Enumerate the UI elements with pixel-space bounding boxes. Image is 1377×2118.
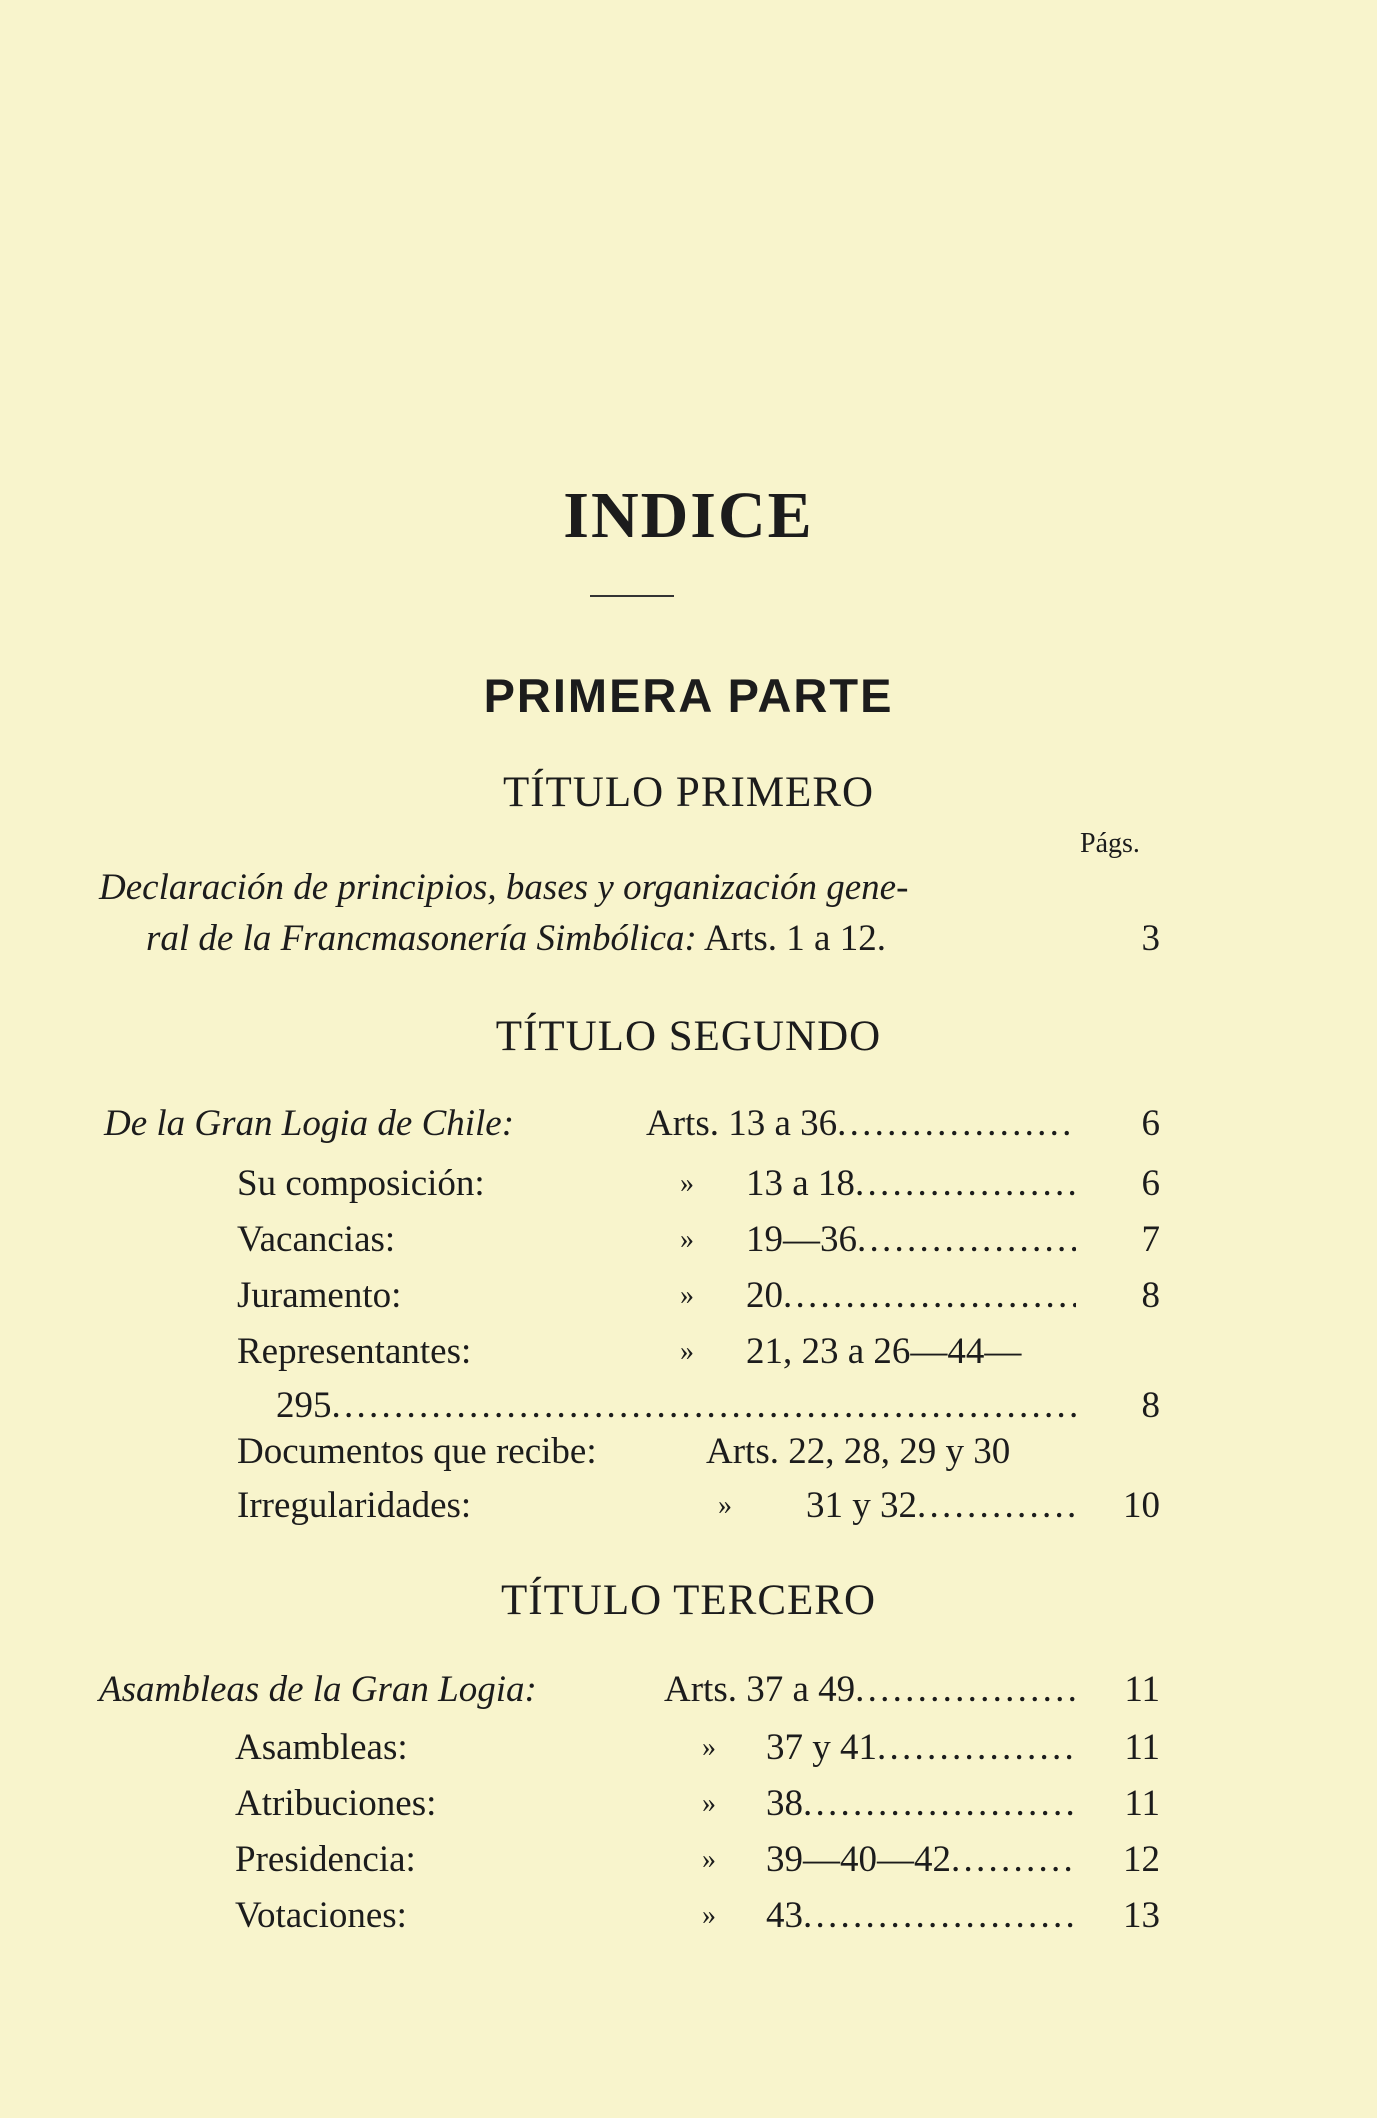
ditto-mark: »	[718, 1490, 732, 1521]
section3-lead-entry	[664, 1668, 1076, 1712]
ditto-mark: »	[680, 1224, 694, 1255]
article-ref: 37 y 41	[766, 1727, 877, 1768]
list-item-label: Asambleas:	[235, 1727, 408, 1768]
article-ref: 31 y 32	[806, 1485, 917, 1526]
list-item-ref	[766, 1782, 1076, 1826]
dot-leader	[951, 1838, 1076, 1882]
list-item-page: 8	[1141, 1385, 1160, 1426]
section2-lead-entry	[646, 1102, 1076, 1146]
list-item-page: 8	[1141, 1275, 1160, 1316]
title-divider	[590, 595, 674, 597]
list-item-label: Atribuciones:	[235, 1783, 437, 1824]
list-item-page: 11	[1124, 1783, 1160, 1824]
section2-lead-title: De la Gran Logia de Chile:	[104, 1103, 515, 1144]
list-item-page: 10	[1123, 1485, 1160, 1526]
list-item-page: 7	[1141, 1219, 1160, 1260]
pages-column-label: Págs.	[1080, 828, 1140, 859]
dot-leader	[917, 1484, 1076, 1528]
ditto-mark: »	[680, 1280, 694, 1311]
list-item-ref	[746, 1218, 1076, 1262]
section-heading-titulo-segundo: TÍTULO SEGUNDO	[495, 1013, 882, 1060]
part-heading: PRIMERA PARTE	[483, 669, 894, 722]
list-item-ref	[746, 1274, 1076, 1318]
article-ref: 43	[766, 1895, 803, 1936]
article-ref: 39—40—42	[766, 1839, 951, 1880]
list-item-page: 6	[1141, 1163, 1160, 1204]
dot-leader	[803, 1894, 1076, 1938]
list-item-label: Irregularidades:	[237, 1485, 472, 1526]
ditto-mark: »	[702, 1732, 716, 1763]
section1-page-number: 3	[1141, 918, 1160, 959]
dot-leader	[855, 1162, 1076, 1206]
article-ref: 20	[746, 1275, 783, 1316]
ditto-mark: »	[702, 1788, 716, 1819]
list-item-ref: 21, 23 a 26—44—	[746, 1331, 1022, 1372]
section3-lead-ref: 37 a 49	[746, 1669, 856, 1710]
section1-description-italic: ral de la Francmasonería Simbólica:	[146, 918, 697, 959]
list-item-label: Presidencia:	[235, 1839, 416, 1880]
article-ref: 38	[766, 1783, 803, 1824]
dot-leader	[877, 1726, 1076, 1770]
section1-description-line1: Declaración de principios, bases y organización gene-	[99, 867, 909, 908]
list-item-label: Vacancias:	[237, 1219, 396, 1260]
list-item-label: Documentos que recibe:	[237, 1431, 597, 1472]
section1-articles: Arts. 1 a 12.	[704, 918, 886, 959]
list-item-ref	[766, 1838, 1076, 1882]
list-item-label: Juramento:	[237, 1275, 402, 1316]
article-ref: 295	[276, 1385, 332, 1426]
ditto-mark: »	[702, 1844, 716, 1875]
section3-lead-arts: Arts.	[664, 1669, 737, 1710]
section1-description-line2	[146, 917, 886, 961]
ditto-mark: »	[680, 1168, 694, 1199]
dot-leader	[803, 1782, 1076, 1826]
section3-lead-page: 11	[1124, 1669, 1160, 1710]
list-item-ref	[766, 1894, 1076, 1938]
list-item-label: Su composición:	[237, 1163, 485, 1204]
article-ref: 19—36	[746, 1219, 857, 1260]
list-item-label: Representantes:	[237, 1331, 472, 1372]
section2-lead-arts: Arts.	[646, 1103, 719, 1144]
section-heading-titulo-primero: TÍTULO PRIMERO	[502, 769, 875, 816]
list-item-page: 12	[1123, 1839, 1160, 1880]
dot-leader	[332, 1384, 1077, 1428]
list-item-ref: Arts. 22, 28, 29 y 30	[706, 1431, 1011, 1472]
list-item-ref	[806, 1484, 1076, 1528]
page-title: INDICE	[563, 479, 814, 552]
dot-leader	[855, 1668, 1076, 1712]
list-item-page: 11	[1124, 1727, 1160, 1768]
list-item-page: 13	[1123, 1895, 1160, 1936]
ditto-mark: »	[680, 1336, 694, 1367]
list-item-ref-continuation	[276, 1384, 1076, 1428]
list-item-ref	[746, 1162, 1076, 1206]
ditto-mark: »	[702, 1900, 716, 1931]
section2-lead-page: 6	[1141, 1103, 1160, 1144]
article-ref: 13 a 18	[746, 1163, 855, 1204]
section2-lead-ref: 13 a 36	[728, 1103, 838, 1144]
section3-lead-title: Asambleas de la Gran Logia:	[99, 1669, 537, 1710]
section-heading-titulo-tercero: TÍTULO TERCERO	[500, 1577, 877, 1624]
list-item-label: Votaciones:	[235, 1895, 407, 1936]
dot-leader	[837, 1102, 1076, 1146]
list-item-ref	[766, 1726, 1076, 1770]
dot-leader	[783, 1274, 1076, 1318]
dot-leader	[857, 1218, 1076, 1262]
